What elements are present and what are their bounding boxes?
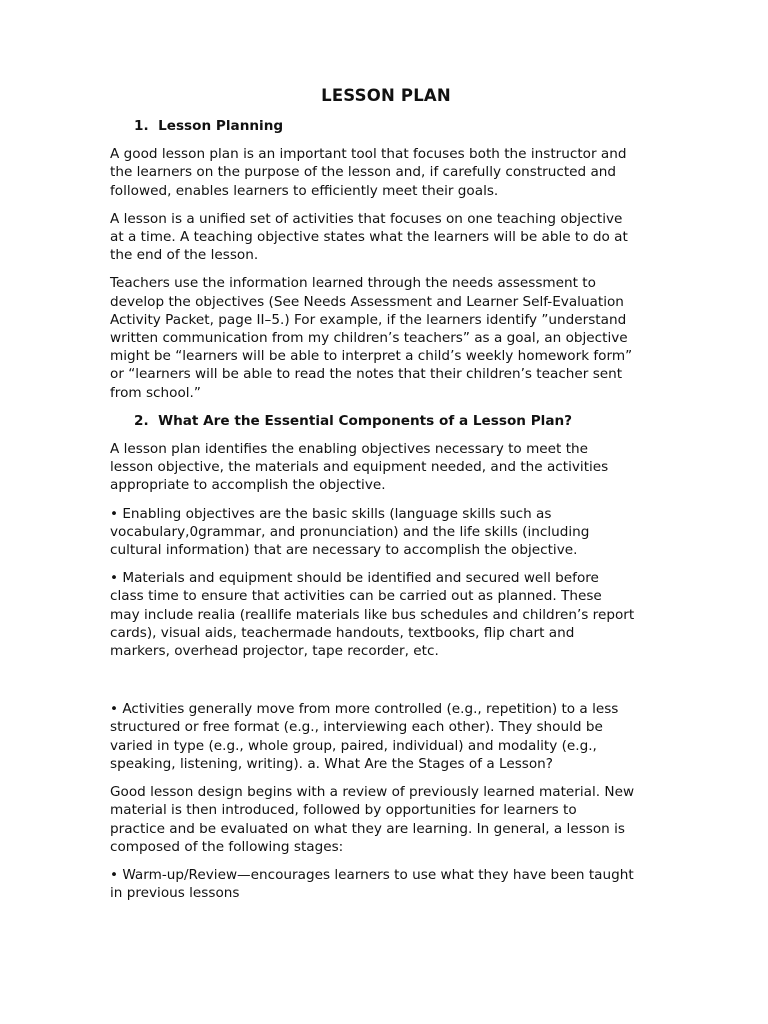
bullet-materials-equipment: • Materials and equipment should be identified and secured well before class time to ensure that activities can be carried out as planned. These may include realia (reallife materials like bus schedules and children’s report cards), visual aids, teachermade handouts, textbooks, flip chart and markers, overhead projector, tape recorder, etc. — [110, 570, 635, 660]
blank-space — [110, 670, 662, 700]
paragraph-good-lesson-plan: A good lesson plan is an important tool that focuses both the instructor and the learners on the purpose of the lesson and, if carefully constructed and followed, enables learners to efficiently meet their goals. — [110, 146, 627, 199]
document-title: LESSON PLAN — [321, 86, 451, 105]
section-heading-essential-components: 2. What Are the Essential Components of a Lesson Plan? — [134, 412, 573, 429]
paragraph-plan-identifies: A lesson plan identifies the enabling objectives necessary to meet the lesson objective, the materials and equipment needed, and the activities appropriate to accomplish the objective. — [110, 441, 609, 494]
paragraph-needs-assessment: Teachers use the information learned through the needs assessment to develop the objectives (See Needs Assessment and Learner Self-Evaluation Activity Packet, page II–5.) For example, if the learners identify ”understand written communication from my children’s teachers” as a goal, an objective might be “learners will be able to interpret a child’s weekly homework form” or “learners will be able to read the notes that their children’s teacher sent from school.” — [110, 275, 633, 401]
section-heading-lesson-planning: 1. Lesson Planning — [134, 118, 284, 134]
paragraph-lesson-design: Good lesson design begins with a review of previously learned material. New material is then introduced, followed by opportunities for learners to practice and be evaluated on what they are learning. In general, a lesson is composed of the following stages: — [110, 784, 635, 855]
bullet-activities: • Activities generally move from more controlled (e.g., repetition) to a less structured or free format (e.g., interviewing each other). They should be varied in type (e.g., whole group, paired, individual) and modality (e.g., speaking, listening, writing). a. What Are the Stages of a Lesson? — [110, 701, 619, 772]
paragraph-unified-activities: A lesson is a unified set of activities that focuses on one teaching objective at a time. A teaching objective states what the learners will be able to do at the end of the lesson. — [110, 210, 628, 264]
bullet-warm-up-review: • Warm-up/Review—encourages learners to use what they have been taught in previous lessons — [110, 866, 634, 902]
document-page — [110, 85, 662, 912]
bullet-enabling-objectives: • Enabling objectives are the basic skills (language skills such as vocabulary,0grammar, and pronunciation) and the life skills (including cultural information) that are necessary to accomplish the objective. — [110, 505, 590, 559]
